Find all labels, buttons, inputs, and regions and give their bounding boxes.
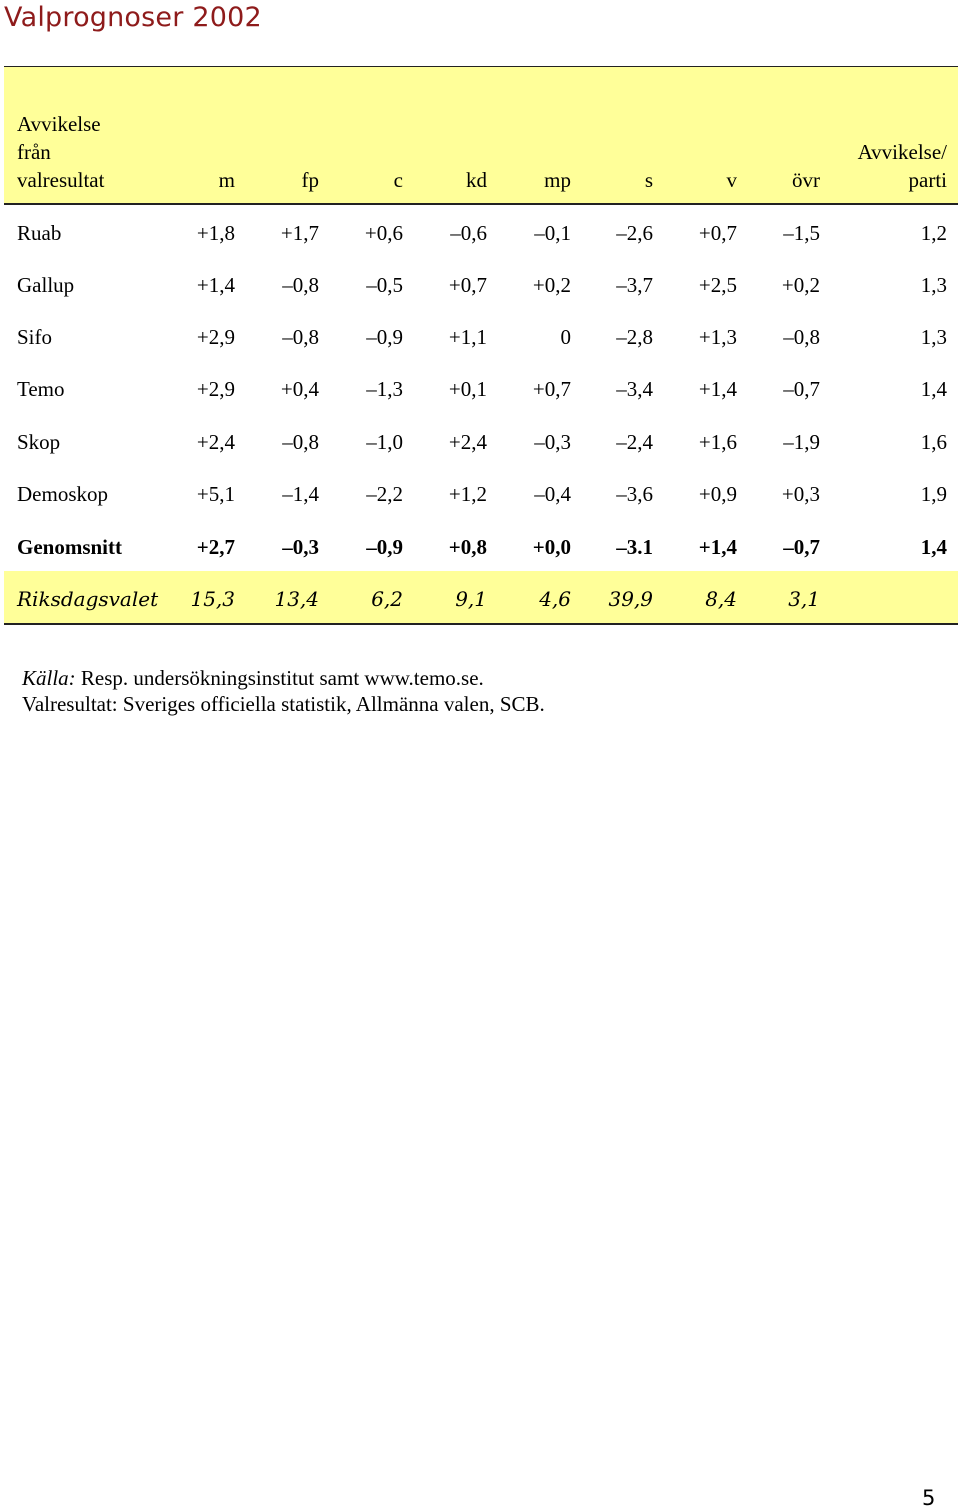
table-cell: 39,9 <box>608 587 653 611</box>
table-cell: –0,7 <box>783 535 820 559</box>
row-label: Gallup <box>17 273 75 297</box>
column-header: mp <box>544 168 571 192</box>
table-cell: +1,8 <box>196 221 235 245</box>
table-cell: +1,1 <box>448 325 487 349</box>
source-prefix: Källa: <box>22 666 76 690</box>
table-cell: –2,2 <box>366 482 403 506</box>
column-header: fp <box>301 168 319 192</box>
table-cell: +5,1 <box>196 482 235 506</box>
table-cell: +0,4 <box>280 377 319 401</box>
table-cell: 15,3 <box>190 587 235 611</box>
table-cell: –0,4 <box>534 482 571 506</box>
table-cell: +2,9 <box>196 325 235 349</box>
deviation-cell: 1,4 <box>920 535 947 559</box>
table-cell: 3,1 <box>788 587 820 611</box>
table-cell: +0,9 <box>698 482 737 506</box>
table-cell: 0 <box>560 325 571 349</box>
table-cell: –0,9 <box>366 325 403 349</box>
table-cell: –1,5 <box>783 221 820 245</box>
table-cell: +1,2 <box>448 482 487 506</box>
row-label: Demoskop <box>17 482 108 506</box>
row-label: Temo <box>17 377 65 401</box>
deviation-header-line2: parti <box>908 168 947 192</box>
row-label: Genomsnitt <box>17 535 122 559</box>
table-cell: 8,4 <box>705 587 737 611</box>
table-cell: +0,1 <box>448 377 487 401</box>
table-cell: +1,6 <box>698 430 737 454</box>
table-cell: –0,7 <box>783 377 820 401</box>
table-cell: –0,8 <box>783 325 820 349</box>
deviation-cell: 1,3 <box>920 325 947 349</box>
table-cell: +0,8 <box>448 535 487 559</box>
header-rule <box>4 203 958 205</box>
table-cell: –0,8 <box>282 430 319 454</box>
table-cell: +1,4 <box>698 535 737 559</box>
table-cell: 4,6 <box>539 587 571 611</box>
page-title: Valprognoser 2002 <box>4 2 262 33</box>
page-number: 5 <box>922 1486 936 1510</box>
table-cell: +0,6 <box>364 221 403 245</box>
table-cell: –3,6 <box>616 482 653 506</box>
table-cell: –2,6 <box>616 221 653 245</box>
table-cell: +0,7 <box>698 221 737 245</box>
table-cell: –2,8 <box>616 325 653 349</box>
table-cell: –1,3 <box>366 377 403 401</box>
column-header: v <box>726 168 737 192</box>
table-cell: +1,3 <box>698 325 737 349</box>
table-cell: +0,7 <box>532 377 571 401</box>
row-label: Ruab <box>17 221 62 245</box>
column-header: kd <box>466 168 487 192</box>
deviation-cell: 1,9 <box>920 482 947 506</box>
column-header: m <box>218 168 235 192</box>
table-cell: –3,7 <box>616 273 653 297</box>
table-cell: +2,7 <box>196 535 235 559</box>
table-cell: –0,6 <box>450 221 487 245</box>
table-cell: +0,7 <box>448 273 487 297</box>
table-cell: +1,4 <box>196 273 235 297</box>
header-label-line3: valresultat <box>17 168 105 192</box>
table-cell: 13,4 <box>274 587 319 611</box>
table-cell: –0,9 <box>366 535 403 559</box>
table-cell: –0,8 <box>282 273 319 297</box>
table-cell: +2,9 <box>196 377 235 401</box>
header-label-line1: Avvikelse <box>17 112 101 136</box>
table-cell: –0,8 <box>282 325 319 349</box>
table-cell: +0,2 <box>532 273 571 297</box>
row-label: Riksdagsvalet <box>17 587 159 611</box>
deviation-header-line1: Avvikelse/ <box>857 140 947 164</box>
table-cell: –1,4 <box>282 482 319 506</box>
table-cell: –3.1 <box>616 535 653 559</box>
table-cell: 6,2 <box>371 587 403 611</box>
table-cell: +1,4 <box>698 377 737 401</box>
deviation-cell: 1,6 <box>920 430 947 454</box>
table-bottom-rule <box>4 623 958 625</box>
column-header: övr <box>792 168 820 192</box>
source-note <box>22 665 484 691</box>
table-cell: +1,7 <box>280 221 319 245</box>
table-cell: +0,2 <box>781 273 820 297</box>
column-header: s <box>644 168 653 192</box>
table-cell: –0,3 <box>282 535 319 559</box>
table-cell: –3,4 <box>616 377 653 401</box>
table-cell: +0,3 <box>781 482 820 506</box>
table-cell: –1,9 <box>783 430 820 454</box>
header-label-line2: från <box>17 140 51 164</box>
table-cell: +2,4 <box>448 430 487 454</box>
deviation-cell: 1,4 <box>920 377 947 401</box>
column-header: c <box>393 168 403 192</box>
table-cell: –0,3 <box>534 430 571 454</box>
deviation-cell: 1,3 <box>920 273 947 297</box>
table-cell: –2,4 <box>616 430 653 454</box>
deviation-cell: 1,2 <box>920 221 947 245</box>
table-cell: +0,0 <box>532 535 571 559</box>
table-cell: +2,5 <box>698 273 737 297</box>
row-label: Skop <box>17 430 61 454</box>
table-cell: –0,1 <box>534 221 571 245</box>
source-line1: Resp. undersökningsinstitut samt www.temo.se. <box>80 666 484 690</box>
row-label: Sifo <box>17 325 53 349</box>
table-cell: 9,1 <box>455 587 487 611</box>
source-line2: Valresultat: Sveriges officiella statistik, Allmänna valen, SCB. <box>22 692 545 716</box>
table-cell: +2,4 <box>196 430 235 454</box>
table-cell: –1,0 <box>366 430 403 454</box>
table-cell: –0,5 <box>366 273 403 297</box>
